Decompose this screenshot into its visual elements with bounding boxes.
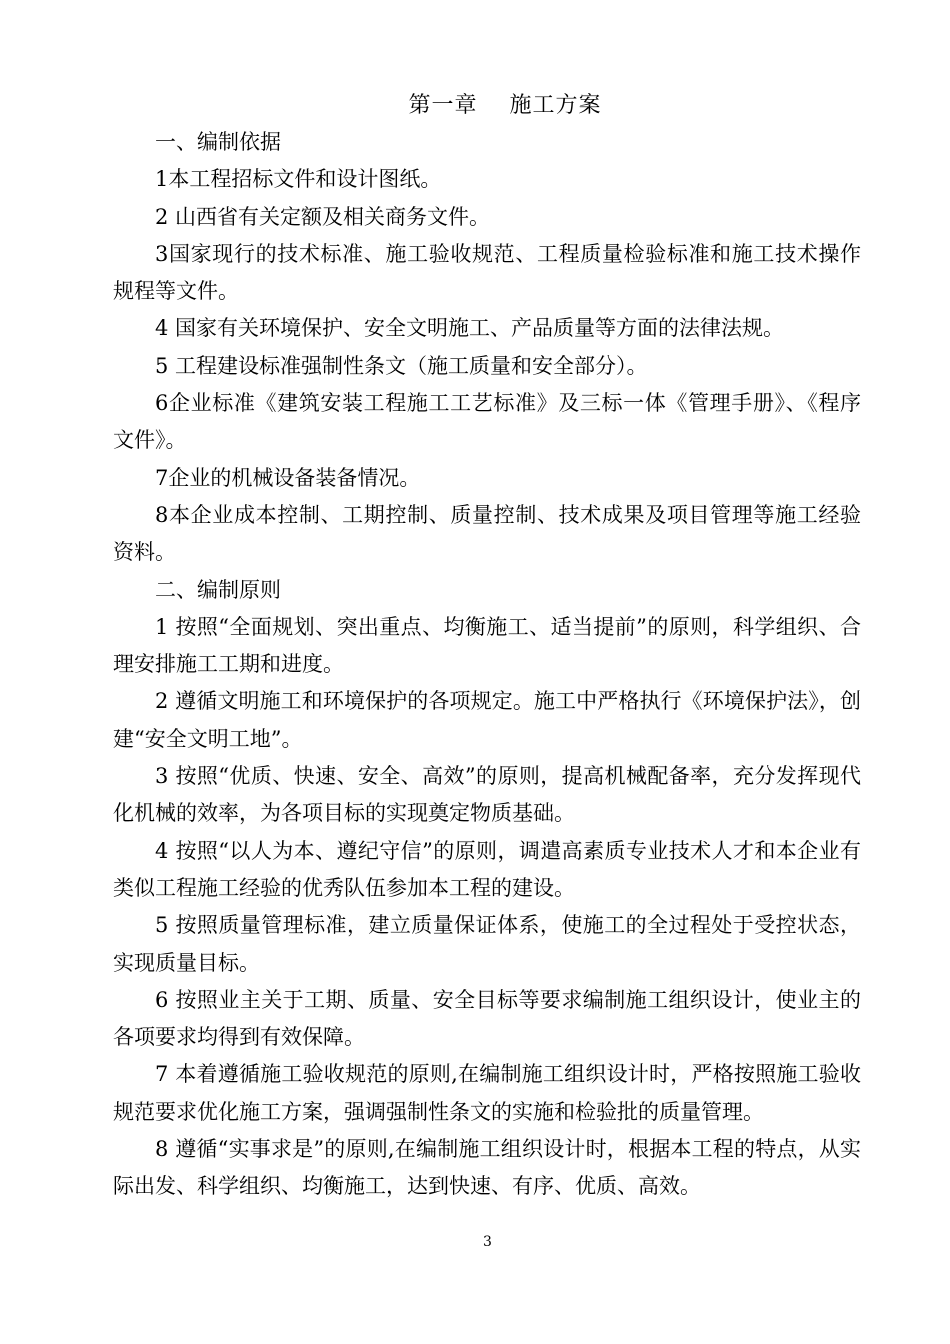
principle-item-7: 7 本着遵循施工验收规范的原则,在编制施工组织设计时，严格按照施工验收规范要求优化施工方案，强调强制性条文的实施和检验批的质量管理。 [113,1062,861,1124]
basis-item-6: 6企业标准《建筑安装工程施工工艺标准》及三标一体《管理手册》、《程序文件》。 [113,391,861,453]
section-heading-basis: 一、编制依据 [155,130,281,154]
principle-item-2: 2 遵循文明施工和环境保护的各项规定。施工中严格执行《环境保护法》，创建“安全文明工地”。 [113,689,861,751]
principle-item-4: 4 按照“以人为本、遵纪守信”的原则，调遣高素质专业技术人才和本企业有类似工程施工经验的优秀队伍参加本工程的建设。 [113,838,861,900]
basis-item-2: 2 山西省有关定额及相关商务文件。 [155,204,491,229]
document-body [113,124,861,1206]
basis-item-4: 4 国家有关环境保护、安全文明施工、产品质量等方面的法律法规。 [155,316,785,341]
principle-item-8: 8 遵循“实事求是”的原则,在编制施工组织设计时，根据本工程的特点，从实际出发、科学组织、均衡施工，达到快速、有序、优质、高效。 [113,1137,861,1199]
principle-item-3: 3 按照“优质、快速、安全、高效”的原则，提高机械配备率，充分发挥现代化机械的效率，为各项目标的实现奠定物质基础。 [113,764,861,826]
basis-item-7: 7企业的机械设备装备情况。 [155,465,421,490]
basis-item-8: 8本企业成本控制、工期控制、质量控制、技术成果及项目管理等施工经验资料。 [113,502,861,565]
principle-item-1: 1 按照“全面规划、突出重点、均衡施工、适当提前”的原则，科学组织、合理安排施工工期和进度。 [113,614,861,677]
page-number: 3 [483,1234,492,1250]
basis-item-1: 1本工程招标文件和设计图纸。 [155,167,442,192]
basis-item-5: 5 工程建设标准强制性条文（施工质量和安全部分）。 [155,353,648,378]
chapter-title: 第一章 施工方案 [408,93,602,118]
principle-item-5: 5 按照质量管理标准，建立质量保证体系，使施工的全过程处于受控状态，实现质量目标。 [113,913,861,975]
basis-item-3: 3国家现行的技术标准、施工验收规范、工程质量检验标准和施工技术操作规程等文件。 [113,241,861,304]
principle-item-6: 6 按照业主关于工期、质量、安全目标等要求编制施工组织设计，使业主的各项要求均得到有效保障。 [113,987,861,1050]
section-heading-principles: 二、编制原则 [155,577,281,602]
